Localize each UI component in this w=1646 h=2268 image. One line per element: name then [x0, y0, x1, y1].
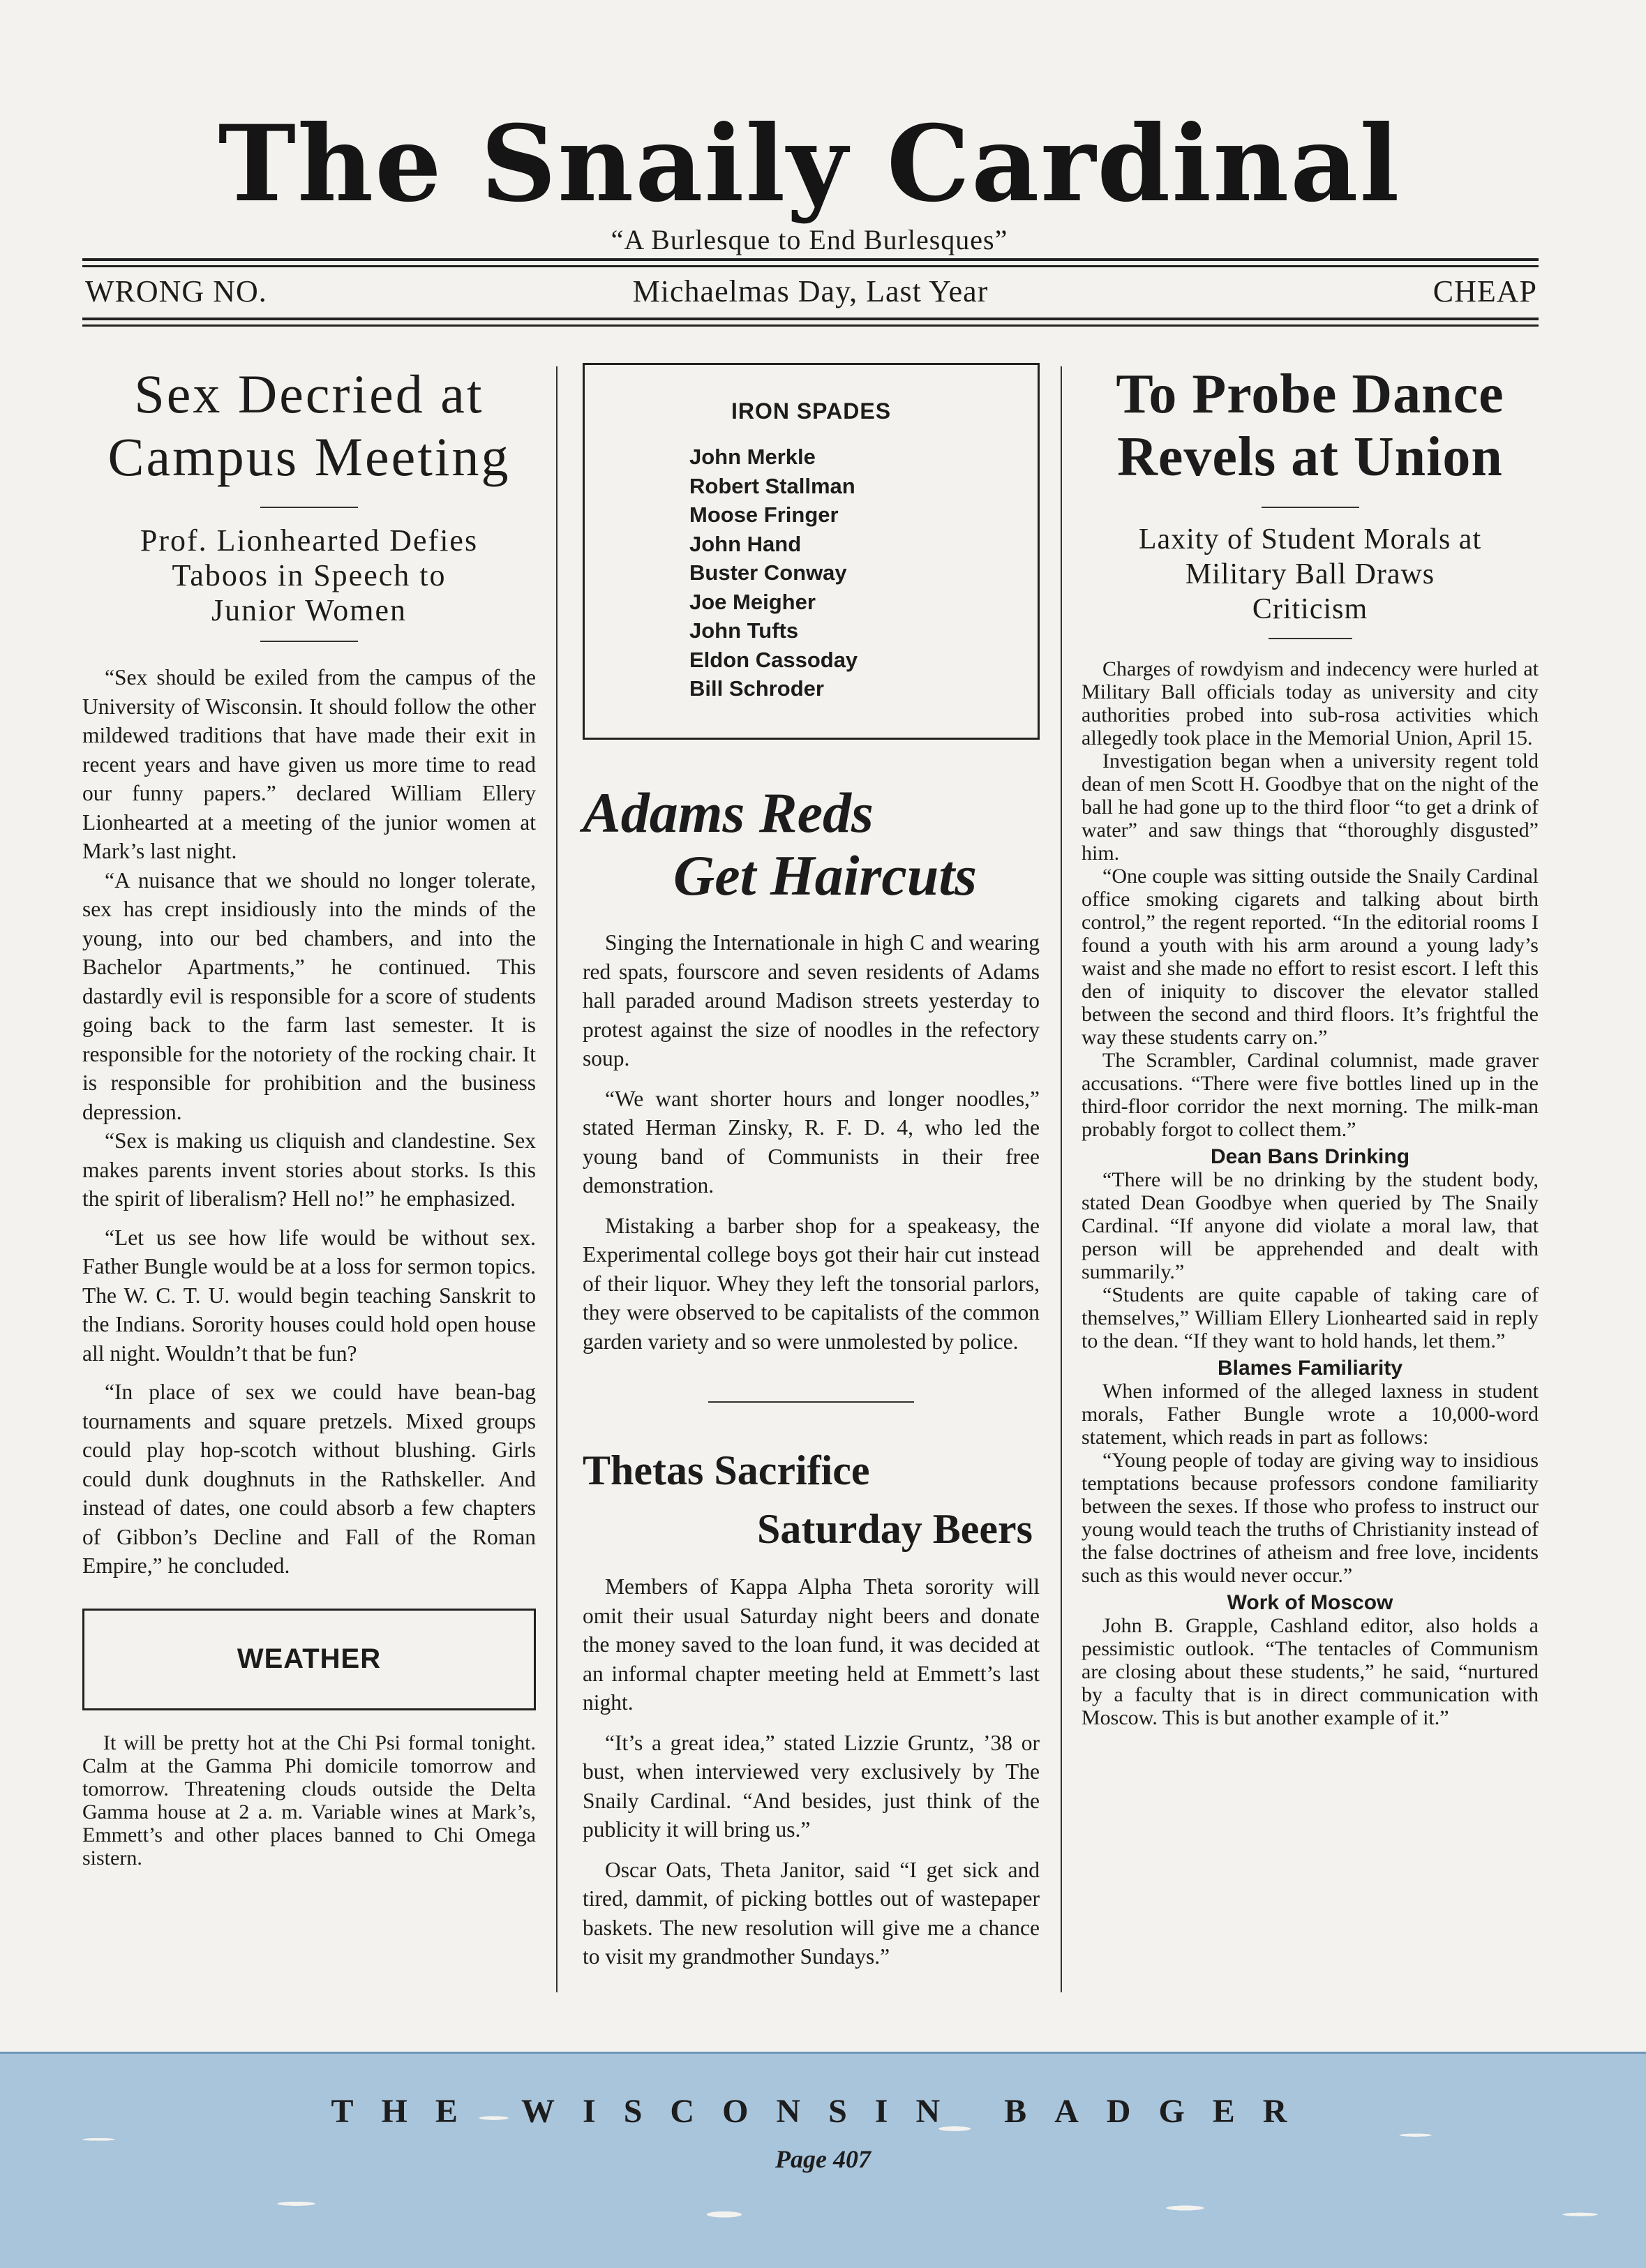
subhead-work-of-moscow: Work of Moscow — [1227, 1591, 1393, 1614]
paragraph: “Let us see how life would be without sex. Father Bungle would be at a loss for sermon topics. The W. C. T. U. would begin teaching Sanskrit to the Indians. Sorority houses could hold open house all night. Wouldn’t that be fun? — [82, 1225, 536, 1366]
iron-spades-list — [585, 442, 1038, 703]
weather-text: It will be pretty hot at the Chi Psi formal tonight. Calm at the Gamma Phi domicile tomorrow and tomorrow. Threatening clouds outside the Delta Gamma house at 2 a. m. Variable wines at Mark’s, Emmett’s and other places banned to Chi Omega sistern. — [82, 1731, 536, 1870]
left-article-body — [82, 663, 536, 1581]
paragraph: Mistaking a barber shop for a speakeasy, the Experimental college boys got their hair cut instead of their liquor. Whey they left the tonsorial parlors, they were observed to be capitalists of the common garden variety and so were unmolested by police. — [583, 1213, 1040, 1354]
issue-date: Michaelmas Day, Last Year — [632, 274, 989, 308]
list-item: Bill Schroder — [689, 676, 824, 701]
paragraph: “It’s a great idea,” stated Lizzie Gruntz, ’38 or bust, when interviewed very exclusively by The Snaily Cardinal. “And besides, just think of the publicity it will bring us.” — [583, 1730, 1040, 1842]
paragraph: “Sex is making us cliquish and clandestine. Sex makes parents invent stories about storks. Is this the spirit of liberalism? Hell no!” he emphasized. — [82, 1128, 536, 1211]
list-item: John Tufts — [689, 618, 799, 643]
list-item: Eldon Cassoday — [689, 647, 858, 672]
headline-rule — [1262, 507, 1359, 508]
thetas-article-body — [583, 1572, 1040, 1971]
list-item: Robert Stallman — [689, 473, 855, 498]
right-deck: Laxity of Student Morals at Military Ball Draws Criticism — [1138, 523, 1482, 625]
subhead-blames-familiarity: Blames Familiarity — [1217, 1357, 1403, 1380]
list-item: Buster Conway — [689, 560, 847, 585]
masthead-rule-top — [82, 258, 1539, 267]
list-item: Joe Meigher — [689, 589, 816, 614]
deck-rule — [260, 641, 358, 642]
left-headline: Sex Decried at Campus Meeting — [107, 364, 511, 487]
paragraph: “We want shorter hours and longer noodles,” stated Herman Zinsky, R. F. D. 4, who led the young band of Communists in their free demonstration. — [583, 1086, 1040, 1198]
column-divider-left — [556, 366, 558, 1992]
subhead-dean-bans-drinking: Dean Bans Drinking — [1210, 1145, 1410, 1168]
paragraph: “In place of sex we could have bean-bag tournaments and square pretzels. Mixed groups could play hop-scotch without blushing. Girls could dunk doughnuts in the Rathskeller. And instead of dates, one could absorb a few chapters of Gibbon’s Decline and Fall of the Roman Empire,” he concluded. — [82, 1380, 536, 1578]
column-divider-right — [1061, 366, 1062, 1992]
page-number: Page 407 — [775, 2145, 871, 2173]
paragraph: John B. Grapple, Cashland editor, also holds a pessimistic outlook. “The tentacles of Communism are closing about these students,” he said, “nurtured by a faculty that is in direct communication with Moscow. This is but another example of it.” — [1082, 1614, 1539, 1729]
issue-number: WRONG NO. — [85, 274, 267, 308]
paragraph: “Students are quite capable of taking care of themselves,” William Ellery Lionhearted said in reply to the dean. “If they want to hold hands, let them.” — [1082, 1283, 1539, 1352]
list-item: Moose Fringer — [689, 502, 839, 527]
deck-rule — [1269, 638, 1352, 639]
paragraph: Charges of rowdyism and indecency were hurled at Military Ball officials today as university and city authorities probed into sub-rosa activities which allegedly took place in the Memorial Union, April 15. — [1082, 657, 1539, 749]
masthead-title: The Snaily Cardinal — [218, 103, 1401, 225]
right-article-body — [1082, 657, 1539, 1729]
left-column — [82, 363, 536, 1870]
paragraph: “Young people of today are giving way to insidious temptations because professors condone familiarity between the sexes. If those who profess to instruct our young would teach the truths of Christianity instead of the false doctrines of atheism and free love, incidents such as this would never occur.” — [1082, 1449, 1539, 1587]
paragraph: “One couple was sitting outside the Snaily Cardinal office smoking cigarets and talking about birth control,” the regent reported. “In the editorial rooms I found a youth with his arm around a young lady’s waist and she made no effort to resist escort. I left this den of iniquity to discover the elevator stalled between the second and third floors. It’s frightful the way these students carry on.” — [1082, 865, 1539, 1049]
right-column — [1082, 363, 1539, 1729]
list-item: John Merkle — [689, 445, 816, 469]
masthead-subtitle: “A Burlesque to End Burlesques” — [611, 224, 1008, 255]
paragraph: Singing the Internationale in high C and wearing red spats, fourscore and seven residents of Adams hall paraded around Madison streets yesterday to protest against the size of noodles in the refectory soup. — [583, 930, 1040, 1070]
paragraph: “A nuisance that we should no longer tolerate, sex has crept insidiously into the minds of the young, into our bed chambers, and into the Bachelor Apartments,” he continued. This dastardly evil is responsible for a score of students going back to the farm last semester. It is responsible for the notoriety of the rocking chair. It is responsible for prohibition and the business depression. — [82, 867, 536, 1124]
iron-spades-box — [583, 363, 1040, 740]
thetas-headline: Thetas Sacrifice Saturday Beers — [583, 1447, 1033, 1552]
adams-article-body — [583, 928, 1040, 1356]
adams-headline: Adams Reds Get Haircuts — [583, 781, 978, 907]
paragraph: The Scrambler, Cardinal columnist, made graver accusations. “There were five bottles lined up in the third-floor corridor the next morning. The milk-man probably forgot to collect them.” — [1082, 1049, 1539, 1141]
masthead-rule-bottom — [82, 318, 1539, 327]
issue-price: CHEAP — [1432, 274, 1537, 308]
left-deck: Prof. Lionhearted Defies Taboos in Speech to Junior Women — [140, 523, 479, 627]
weather-box: WEATHER — [82, 1609, 536, 1710]
paragraph: “There will be no drinking by the student body, stated Dean Goodbye when queried by The Snaily Cardinal. “If anyone did violate a moral law, that person will be apprehended and dealt with summarily.” — [1082, 1168, 1539, 1283]
list-item: John Hand — [689, 531, 802, 556]
iron-spades-title: IRON SPADES — [731, 398, 892, 424]
paragraph: Investigation began when a university regent told dean of men Scott H. Goodbye that on the night of the ball he had gone up to the third floor “to get a drink of water” and saw things that “thoroughly disgusted” him. — [1082, 749, 1539, 865]
masthead — [77, 105, 1542, 256]
paragraph: “Sex should be exiled from the campus of the University of Wisconsin. It should follow the other mildewed traditions that have made their exit in recent years and have given us more time to read our funny papers.” declared William Ellery Lionhearted at a meeting of the junior women at Mark’s last night. — [82, 665, 536, 863]
section-rule — [708, 1401, 914, 1403]
paragraph: When informed of the alleged laxness in student morals, Father Bungle wrote a 10,000-word statement, which reads in part as follows: — [1082, 1380, 1539, 1449]
headline-rule — [260, 507, 358, 508]
middle-column — [583, 363, 1040, 1971]
footer-title: THE WISCONSIN BADGER — [331, 2093, 1315, 2130]
paragraph: Members of Kappa Alpha Theta sorority will omit their usual Saturday night beers and donate the money saved to the loan fund, it was decided at an informal chapter meeting held at Emmett’s last night. — [583, 1574, 1040, 1715]
paragraph: Oscar Oats, Theta Janitor, said “I get sick and tired, dammit, of picking bottles out of wastepaper baskets. The new resolution will give me a chance to visit my grandmother Sundays.” — [583, 1857, 1040, 1969]
right-headline: To Probe Dance Revels at Union — [1116, 364, 1504, 488]
